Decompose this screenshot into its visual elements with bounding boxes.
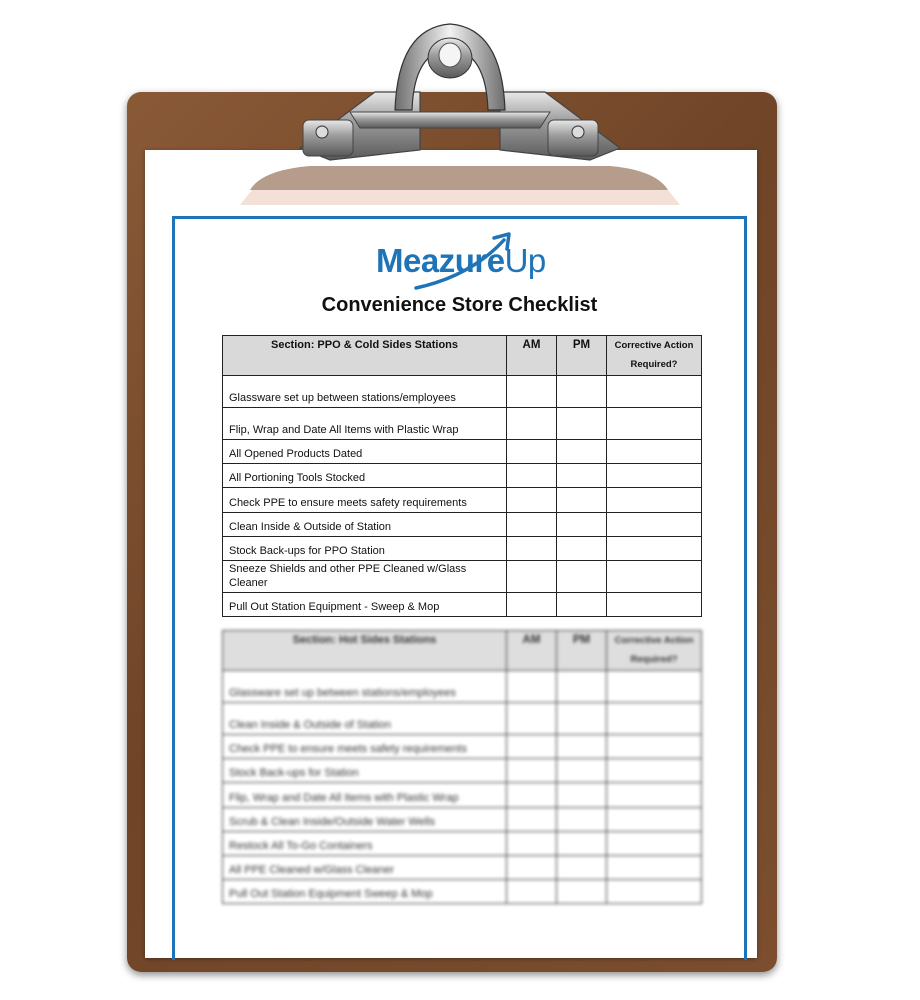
pm-checkbox-cell[interactable] bbox=[557, 703, 607, 735]
am-checkbox-cell[interactable] bbox=[507, 856, 557, 880]
corrective-line-2: Required? bbox=[630, 654, 678, 665]
item-label: Glassware set up between stations/employees bbox=[223, 376, 507, 408]
corrective-action-cell[interactable] bbox=[607, 408, 702, 440]
corrective-action-cell[interactable] bbox=[607, 593, 702, 617]
corrective-line-2: Required? bbox=[630, 359, 678, 370]
corrective-action-header bbox=[607, 336, 702, 376]
corrective-action-cell[interactable] bbox=[607, 703, 702, 735]
am-checkbox-cell[interactable] bbox=[507, 376, 557, 408]
am-checkbox-cell[interactable] bbox=[507, 440, 557, 464]
corrective-action-cell[interactable] bbox=[607, 808, 702, 832]
item-label: Check PPE to ensure meets safety requirements bbox=[223, 488, 507, 513]
am-checkbox-cell[interactable] bbox=[507, 408, 557, 440]
table-row bbox=[223, 408, 702, 440]
pm-checkbox-cell[interactable] bbox=[557, 376, 607, 408]
item-label: Stock Back-ups for Station bbox=[223, 759, 507, 783]
corrective-line-1: Corrective Action bbox=[614, 340, 694, 351]
corrective-action-cell[interactable] bbox=[607, 464, 702, 488]
item-label: Clean Inside & Outside of Station bbox=[223, 513, 507, 537]
table-row bbox=[223, 880, 702, 904]
am-header: AM bbox=[507, 336, 557, 376]
corrective-action-cell[interactable] bbox=[607, 783, 702, 808]
pm-checkbox-cell[interactable] bbox=[557, 759, 607, 783]
am-checkbox-cell[interactable] bbox=[507, 464, 557, 488]
item-label: Restock All To-Go Containers bbox=[223, 832, 507, 856]
table-row bbox=[223, 783, 702, 808]
pm-checkbox-cell[interactable] bbox=[557, 808, 607, 832]
am-checkbox-cell[interactable] bbox=[507, 783, 557, 808]
item-label: Sneeze Shields and other PPE Cleaned w/Glass Cleaner bbox=[223, 561, 507, 593]
corrective-action-cell[interactable] bbox=[607, 376, 702, 408]
corrective-action-cell[interactable] bbox=[607, 440, 702, 464]
am-checkbox-cell[interactable] bbox=[507, 671, 557, 703]
section-heading: Section: Hot Sides Stations bbox=[223, 631, 507, 671]
corrective-action-header bbox=[607, 631, 702, 671]
pm-checkbox-cell[interactable] bbox=[557, 735, 607, 759]
table-row bbox=[223, 376, 702, 408]
table-row bbox=[223, 593, 702, 617]
table-row bbox=[223, 759, 702, 783]
corrective-action-cell[interactable] bbox=[607, 832, 702, 856]
item-label: All Opened Products Dated bbox=[223, 440, 507, 464]
table-row bbox=[223, 440, 702, 464]
item-label: Flip, Wrap and Date All Items with Plastic Wrap bbox=[223, 783, 507, 808]
corrective-action-cell[interactable] bbox=[607, 561, 702, 593]
pm-checkbox-cell[interactable] bbox=[557, 513, 607, 537]
am-checkbox-cell[interactable] bbox=[507, 759, 557, 783]
am-checkbox-cell[interactable] bbox=[507, 537, 557, 561]
item-label: Check PPE to ensure meets safety requirements bbox=[223, 735, 507, 759]
am-checkbox-cell[interactable] bbox=[507, 832, 557, 856]
logo-text-light: Up bbox=[504, 242, 546, 279]
table-row bbox=[223, 808, 702, 832]
corrective-action-cell[interactable] bbox=[607, 671, 702, 703]
item-label: All Portioning Tools Stocked bbox=[223, 464, 507, 488]
table-row bbox=[223, 703, 702, 735]
am-checkbox-cell[interactable] bbox=[507, 593, 557, 617]
pm-checkbox-cell[interactable] bbox=[557, 561, 607, 593]
pm-checkbox-cell[interactable] bbox=[557, 671, 607, 703]
section-heading: Section: PPO & Cold Sides Stations bbox=[223, 336, 507, 376]
table-row bbox=[223, 856, 702, 880]
checklist-table-hot-sides bbox=[222, 630, 702, 904]
am-checkbox-cell[interactable] bbox=[507, 561, 557, 593]
corrective-action-cell[interactable] bbox=[607, 880, 702, 904]
am-checkbox-cell[interactable] bbox=[507, 880, 557, 904]
table-row bbox=[223, 735, 702, 759]
item-label: Pull Out Station Equipment Sweep & Mop bbox=[223, 880, 507, 904]
am-checkbox-cell[interactable] bbox=[507, 513, 557, 537]
am-checkbox-cell[interactable] bbox=[507, 703, 557, 735]
pm-checkbox-cell[interactable] bbox=[557, 537, 607, 561]
corrective-action-cell[interactable] bbox=[607, 488, 702, 513]
item-label: Pull Out Station Equipment - Sweep & Mop bbox=[223, 593, 507, 617]
table-row bbox=[223, 832, 702, 856]
pm-checkbox-cell[interactable] bbox=[557, 880, 607, 904]
pm-checkbox-cell[interactable] bbox=[557, 832, 607, 856]
table-row bbox=[223, 488, 702, 513]
checklist-table-ppo bbox=[222, 335, 702, 617]
table-row bbox=[223, 537, 702, 561]
meazureup-logo bbox=[376, 232, 566, 294]
pm-checkbox-cell[interactable] bbox=[557, 488, 607, 513]
corrective-line-1: Corrective Action bbox=[614, 635, 694, 646]
corrective-action-cell[interactable] bbox=[607, 856, 702, 880]
table-row bbox=[223, 513, 702, 537]
logo-arrow-icon bbox=[376, 232, 566, 294]
corrective-action-cell[interactable] bbox=[607, 537, 702, 561]
am-checkbox-cell[interactable] bbox=[507, 488, 557, 513]
table-header-row bbox=[223, 631, 702, 671]
item-label: Scrub & Clean Inside/Outside Water Wells bbox=[223, 808, 507, 832]
corrective-action-cell[interactable] bbox=[607, 735, 702, 759]
item-label: Clean Inside & Outside of Station bbox=[223, 703, 507, 735]
table-row bbox=[223, 464, 702, 488]
table-row bbox=[223, 671, 702, 703]
am-checkbox-cell[interactable] bbox=[507, 808, 557, 832]
item-label: Glassware set up between stations/employees bbox=[223, 671, 507, 703]
corrective-action-cell[interactable] bbox=[607, 513, 702, 537]
am-checkbox-cell[interactable] bbox=[507, 735, 557, 759]
item-label: Stock Back-ups for PPO Station bbox=[223, 537, 507, 561]
pm-checkbox-cell[interactable] bbox=[557, 783, 607, 808]
pm-checkbox-cell[interactable] bbox=[557, 464, 607, 488]
item-label: All PPE Cleaned w/Glass Cleaner bbox=[223, 856, 507, 880]
logo-text-bold: Meazure bbox=[376, 242, 505, 279]
pm-header: PM bbox=[557, 631, 607, 671]
corrective-action-cell[interactable] bbox=[607, 759, 702, 783]
pm-checkbox-cell[interactable] bbox=[557, 856, 607, 880]
pm-checkbox-cell[interactable] bbox=[557, 593, 607, 617]
am-header: AM bbox=[507, 631, 557, 671]
table-header-row bbox=[223, 336, 702, 376]
table-row bbox=[223, 561, 702, 593]
pm-checkbox-cell[interactable] bbox=[557, 408, 607, 440]
pm-checkbox-cell[interactable] bbox=[557, 440, 607, 464]
item-label: Flip, Wrap and Date All Items with Plastic Wrap bbox=[223, 408, 507, 440]
pm-header: PM bbox=[557, 336, 607, 376]
page-title: Convenience Store Checklist bbox=[321, 294, 598, 316]
